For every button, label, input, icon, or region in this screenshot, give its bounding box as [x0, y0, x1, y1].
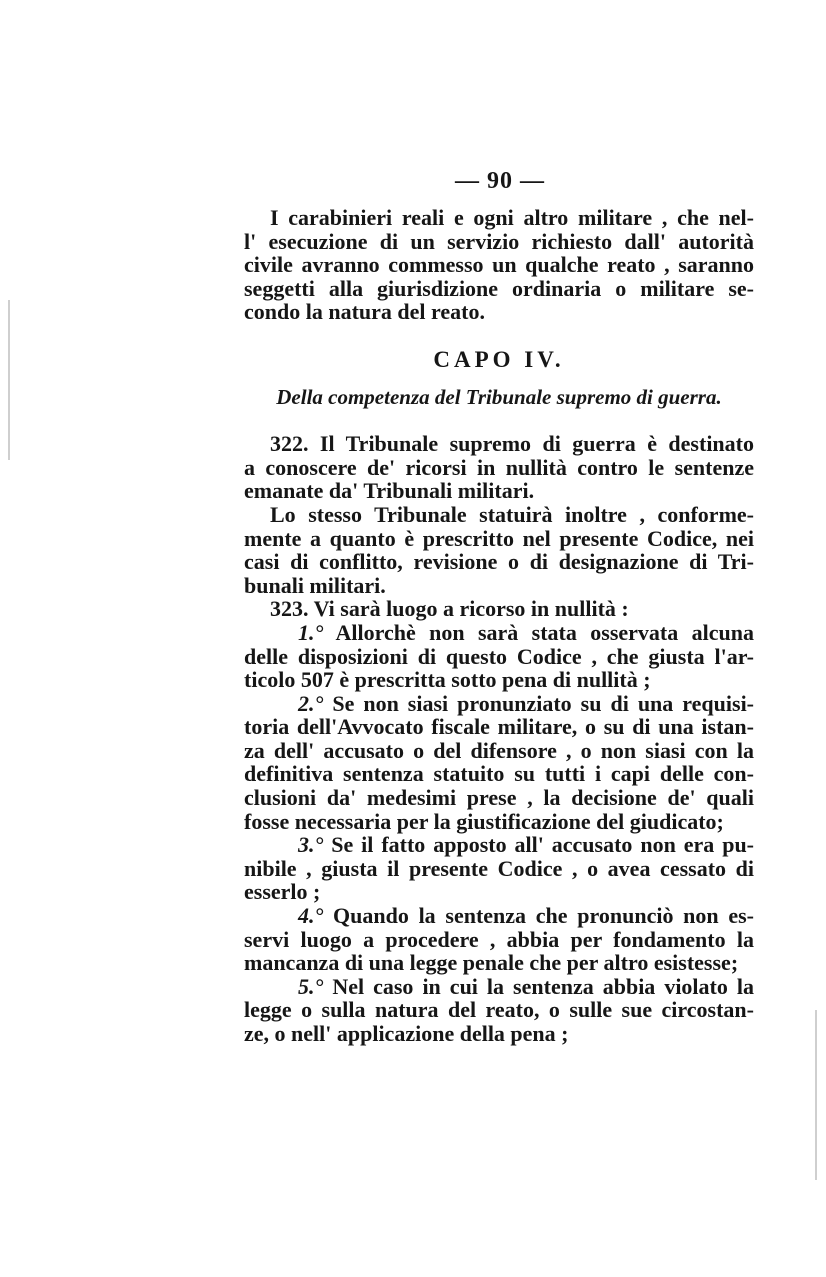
left-binding-shadow — [8, 300, 10, 460]
text-line: definitiva sentenza statuito su tutti i capi delle con- — [244, 761, 754, 787]
article-323-heading: 323. Vi sarà luogo a ricorso in nullità : — [270, 596, 629, 622]
text-line: za dell' accusato o del difensore , o non siasi con la — [244, 737, 754, 763]
chapter-subtitle: Della competenza del Tribunale supremo di guerra. — [276, 384, 722, 409]
article-322 — [244, 432, 754, 503]
item-number: 2.° — [298, 690, 324, 716]
text-line: 3.° Se il fatto apposto all' accusato non era pu- — [298, 832, 755, 858]
text-line: mente a quanto è prescritto nel presente Codice, nei — [244, 525, 754, 551]
right-edge-shadow — [815, 1010, 817, 1180]
item-number: 1.° — [298, 619, 324, 645]
item-1 — [244, 621, 754, 692]
text-line: bunali militari. — [244, 572, 386, 598]
text-line: fosse necessaria per la giustificazione del giudicato; — [244, 808, 724, 834]
item-5 — [244, 975, 754, 1046]
chapter-title: CAPO IV. — [433, 346, 565, 372]
text-line: 322. Il Tribunale supremo di guerra è destinato — [270, 431, 754, 457]
item-2 — [244, 692, 754, 834]
text-line: servi luogo a procedere , abbia per fondamento la — [244, 926, 754, 952]
item-number: 4.° — [298, 903, 324, 929]
text-line: 5.° Nel caso in cui la sentenza abbia violato la — [298, 973, 755, 999]
text-line: delle disposizioni di questo Codice , che giusta l'ar- — [244, 643, 754, 669]
text-line: 1.° Allorchè non sarà stata osservata alcuna — [298, 619, 754, 645]
item-4 — [244, 904, 754, 975]
text-line: esserlo ; — [244, 879, 321, 905]
article-322-paragraph-2 — [244, 503, 754, 597]
page-body — [244, 206, 754, 1046]
text-line: legge o sulla natura del reato, o sulle sue circostan- — [244, 997, 754, 1023]
text-line: 4.° Quando la sentenza che pronunciò non es- — [298, 903, 754, 929]
intro-paragraph — [244, 206, 754, 324]
text-line: ze, o nell' applicazione della pena ; — [244, 1021, 569, 1046]
text-line: a conoscere de' ricorsi in nullità contro le sentenze — [244, 454, 754, 480]
page-number: — 90 — — [455, 168, 545, 194]
text-line: mancanza di una legge penale che per altro esistesse; — [244, 950, 739, 976]
text-line: casi di conflitto, revisione o di designazione di Tri- — [244, 549, 754, 575]
text-line: clusioni da' medesimi prese , la decisione de' quali — [244, 785, 754, 811]
item-3 — [244, 833, 754, 904]
text-line: seggetti alla giurisdizione ordinaria o militare se- — [244, 275, 754, 301]
text-line: Lo stesso Tribunale statuirà inoltre , conforme- — [270, 501, 754, 527]
text-line: emanate da' Tribunali militari. — [244, 478, 535, 504]
text-line: I carabinieri reali e ogni altro militare , che nel- — [270, 205, 754, 230]
text-line: l' esecuzione di un servizio richiesto dall' autorità — [244, 228, 754, 254]
item-number: 3.° — [298, 832, 324, 858]
text-line: ticolo 507 è prescritta sotto pena di nullità ; — [244, 667, 651, 693]
text-line: condo la natura del reato. — [244, 299, 485, 325]
text-line: 2.° Se non siasi pronunziato su di una requisi- — [298, 690, 755, 716]
text-line: nibile , giusta il presente Codice , o avea cessato di — [244, 855, 754, 881]
item-number: 5.° — [298, 973, 324, 999]
text-line: civile avranno commesso un qualche reato , saranno — [244, 252, 754, 278]
text-line: toria dell'Avvocato fiscale militare, o su di una istan- — [244, 714, 754, 740]
